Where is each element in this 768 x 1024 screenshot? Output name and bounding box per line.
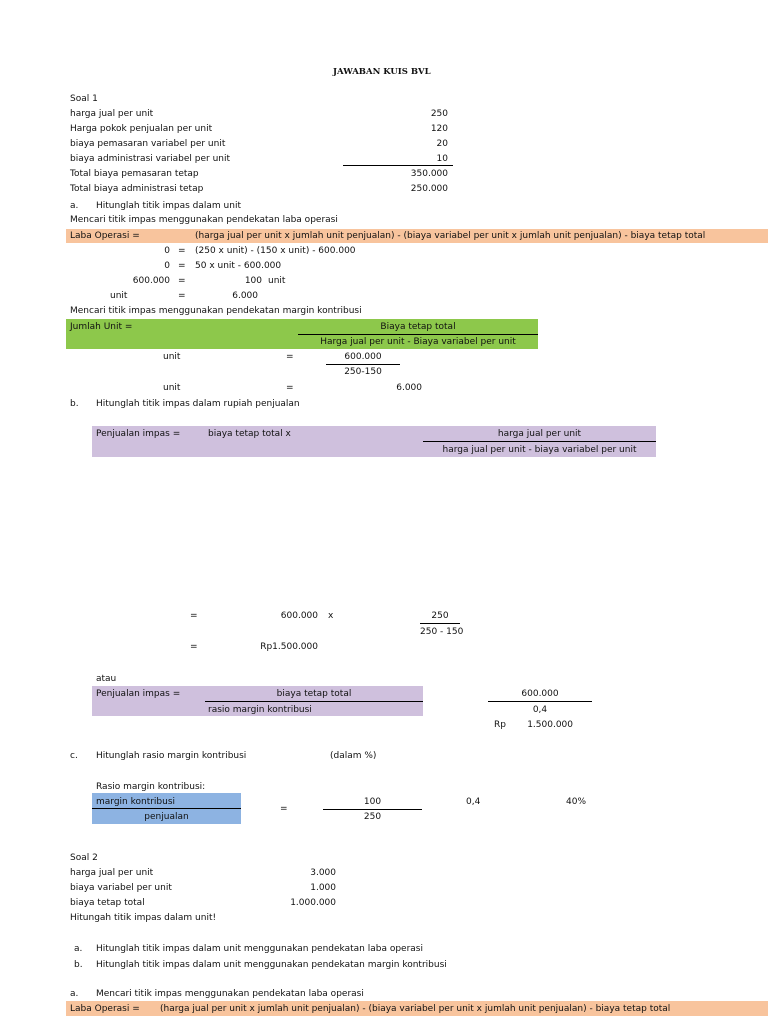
- fraction-bar: [488, 701, 592, 702]
- step-right: 6.000: [232, 291, 258, 301]
- soal1-heading: Soal 1: [70, 94, 98, 104]
- penjualan-impas-numerator: harga jual per unit: [497, 429, 582, 439]
- step-left: 0: [164, 261, 170, 271]
- calc-result: Rp1.500.000: [260, 642, 318, 652]
- laba-operasi-formula: (harga jual per unit x jumlah unit penjualan) - (biaya variabel per unit x jumlah unit penjualan) - biaya tetap total: [195, 231, 706, 241]
- soal1-item-label: Harga pokok penjualan per unit: [70, 124, 213, 134]
- step-right: 50 x unit - 600.000: [195, 261, 282, 271]
- calc-value: 600.000: [280, 611, 318, 621]
- jumlah-unit-numerator: Biaya tetap total: [380, 322, 456, 332]
- question-a-text: Hitunglah titik impas dalam unit: [96, 201, 241, 211]
- laba-operasi-label: Laba Operasi =: [70, 1004, 140, 1014]
- step-eq: =: [178, 246, 186, 256]
- penjualan-impas-numerator: biaya tetap total: [276, 689, 352, 699]
- soal1-item-label: Total biaya pemasaran tetap: [70, 169, 199, 179]
- step-left: 0: [164, 246, 170, 256]
- question-text: Hitunglah titik impas dalam unit menggunakan pendekatan margin kontribusi: [96, 960, 447, 970]
- question-marker: c.: [70, 751, 78, 761]
- fraction-bar: [92, 808, 241, 809]
- question-b-text: Hitunglah titik impas dalam rupiah penjualan: [96, 399, 300, 409]
- soal2-item-label: biaya variabel per unit: [70, 883, 172, 893]
- calc-denominator: 250 - 150: [420, 627, 464, 637]
- step-eq: =: [178, 276, 186, 286]
- currency-label: Rp: [494, 720, 506, 730]
- calc-eq: =: [190, 642, 198, 652]
- rasio-numerator-label: margin kontribusi: [96, 797, 176, 807]
- calc-denominator: 0,4: [532, 705, 548, 715]
- rasio-percent: 40%: [566, 797, 587, 807]
- calc-eq: =: [280, 804, 288, 814]
- step-left: 600.000: [132, 276, 170, 286]
- penjualan-impas-label: Penjualan impas =: [96, 689, 181, 699]
- jumlah-unit-label: Jumlah Unit =: [70, 322, 133, 332]
- soal1-item-value: 250.000: [410, 184, 448, 194]
- calc-result: 1.500.000: [527, 720, 573, 730]
- calc-result: 6.000: [396, 383, 422, 393]
- question-text: Hitunglah titik impas dalam unit menggunakan pendekatan laba operasi: [96, 944, 423, 954]
- rasio-label: Rasio margin kontribusi:: [96, 782, 206, 792]
- penjualan-impas-denominator: harga jual per unit - biaya variabel per unit: [442, 445, 637, 455]
- atau-text: atau: [96, 674, 117, 684]
- soal1-item-value: 350.000: [410, 169, 448, 179]
- soal1-item-label: harga jual per unit: [70, 109, 154, 119]
- soal1-item-label: biaya pemasaran variabel per unit: [70, 139, 226, 149]
- calc-numerator: 250: [431, 611, 449, 621]
- penjualan-impas-label: Penjualan impas =: [96, 429, 181, 439]
- soal2-item-value: 1.000: [310, 883, 336, 893]
- question-c-text: Hitunglah rasio margin kontribusi: [96, 751, 247, 761]
- calc-denominator: 250-150: [344, 367, 382, 377]
- laba-operasi-formula: (harga jual per unit x jumlah unit penjualan) - (biaya variabel per unit x jumlah unit penjualan) - biaya tetap total: [160, 1004, 671, 1014]
- step-unit: unit: [268, 276, 286, 286]
- fraction-bar: [323, 809, 422, 810]
- step-left: unit: [110, 291, 128, 301]
- soal2-instruction: Hitungah titik impas dalam unit!: [70, 913, 217, 923]
- question-marker: b.: [70, 399, 79, 409]
- soal1-item-value: 10: [436, 154, 448, 164]
- calc-label: unit: [163, 352, 181, 362]
- rasio-decimal: 0,4: [466, 797, 481, 807]
- question-c-unit: (dalam %): [330, 751, 377, 761]
- calc-eq: =: [286, 352, 294, 362]
- laba-operasi-label: Laba Operasi =: [70, 231, 140, 241]
- times-sign: x: [328, 611, 334, 621]
- soal2-item-value: 1.000.000: [290, 898, 336, 908]
- soal2-item-label: harga jual per unit: [70, 868, 154, 878]
- soal1-item-value: 250: [430, 109, 448, 119]
- sum-rule: [343, 165, 453, 166]
- calc-numerator: 600.000: [521, 689, 559, 699]
- method-margin-kontribusi: Mencari titik impas menggunakan pendekatan margin kontribusi: [70, 306, 362, 316]
- soal2-item-value: 3.000: [310, 868, 336, 878]
- question-marker: b.: [74, 960, 83, 970]
- penjualan-impas-mid: biaya tetap total x: [208, 429, 291, 439]
- rasio-denominator-label: penjualan: [144, 812, 189, 822]
- soal1-item-value: 20: [436, 139, 448, 149]
- step-right: (250 x unit) - (150 x unit) - 600.000: [195, 246, 356, 256]
- soal2-item-label: biaya tetap total: [70, 898, 145, 908]
- penjualan-impas-denominator: rasio margin kontribusi: [208, 705, 312, 715]
- fraction-bar: [205, 701, 423, 702]
- calc-label: unit: [163, 383, 181, 393]
- fraction-bar: [326, 364, 400, 365]
- fraction-bar: [420, 623, 460, 624]
- calc-numerator: 100: [363, 797, 382, 807]
- calc-denominator: 250: [363, 812, 382, 822]
- method-laba-operasi: Mencari titik impas menggunakan pendekatan laba operasi: [96, 989, 364, 999]
- step-eq: =: [178, 291, 186, 301]
- fraction-bar: [298, 334, 538, 335]
- question-marker: a.: [74, 944, 83, 954]
- calc-eq: =: [190, 611, 198, 621]
- step-right: 100: [244, 276, 262, 286]
- question-marker: a.: [70, 201, 79, 211]
- fraction-bar: [423, 441, 656, 442]
- soal2-heading: Soal 2: [70, 853, 98, 863]
- calc-numerator: 600.000: [344, 352, 382, 362]
- soal1-item-value: 120: [430, 124, 448, 134]
- question-marker: a.: [70, 989, 79, 999]
- page-title: JAWABAN KUIS BVL: [333, 67, 431, 77]
- step-eq: =: [178, 261, 186, 271]
- calc-eq: =: [286, 383, 294, 393]
- soal1-item-label: Total biaya administrasi tetap: [70, 184, 204, 194]
- soal1-item-label: biaya administrasi variabel per unit: [70, 154, 231, 164]
- jumlah-unit-denominator: Harga jual per unit - Biaya variabel per unit: [320, 337, 516, 347]
- method-laba-operasi: Mencari titik impas menggunakan pendekatan laba operasi: [70, 215, 338, 225]
